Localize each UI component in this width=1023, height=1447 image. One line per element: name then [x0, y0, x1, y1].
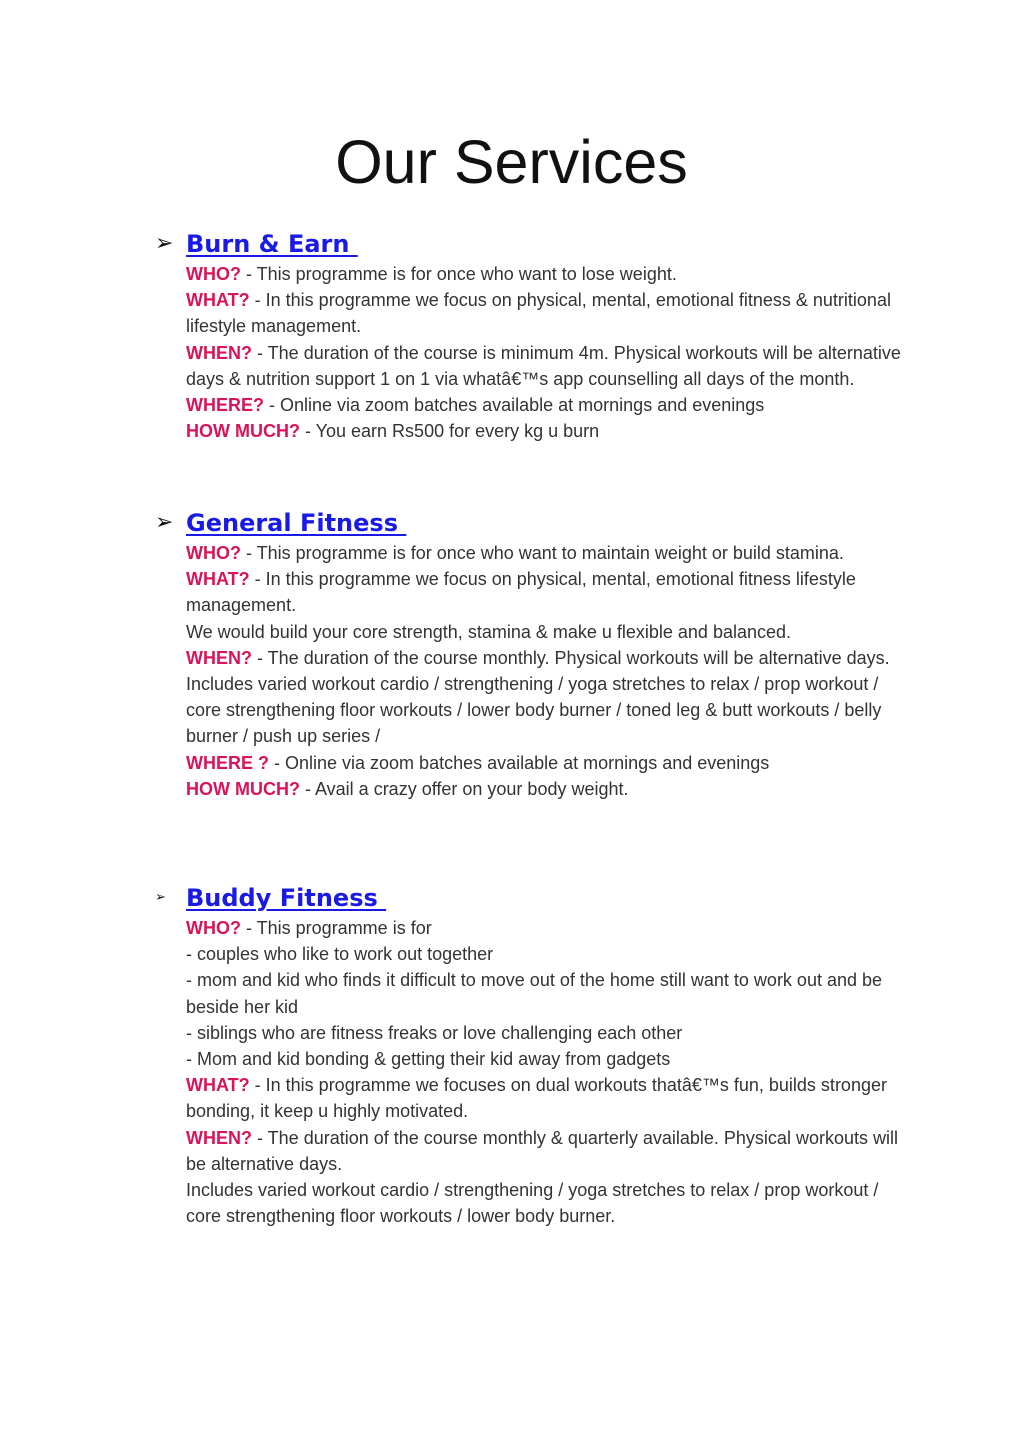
detail-line	[186, 287, 915, 339]
detail-text: - The duration of the course monthly & quarterly available. Physical workouts will be alternative days.	[186, 1127, 898, 1174]
detail-line	[186, 967, 915, 1019]
detail-text: - In this programme we focus on physical, mental, emotional fitness & nutritional lifestyle management.	[186, 290, 891, 337]
detail-text: - In this programme we focuses on dual workouts thatâ€™s fun, builds stronger bonding, it keep u highly motivated.	[186, 1075, 887, 1122]
detail-text: - The duration of the course is minimum 4m. Physical workouts will be alternative days & nutrition support 1 on 1 via whatâ€™s app counselling all days of the month.	[186, 342, 901, 389]
detail-line	[186, 776, 915, 802]
arrow-bullet-icon: ➢	[155, 231, 174, 256]
detail-label: WHERE ?	[186, 752, 269, 773]
detail-text: - This programme is for	[240, 918, 432, 938]
section-body	[186, 540, 915, 802]
section-heading	[155, 227, 915, 261]
detail-text: Includes varied workout cardio / strengthening / yoga stretches to relax / prop workout / core strengthening floor workouts / lower body burner.	[186, 1180, 879, 1227]
detail-text: - This programme is for once who want to maintain weight or build stamina.	[240, 543, 844, 563]
detail-label: HOW MUCH?	[186, 778, 300, 799]
detail-text: - This programme is for once who want to lose weight.	[240, 264, 677, 284]
detail-line	[186, 1020, 915, 1046]
detail-line	[186, 645, 915, 750]
detail-line	[186, 392, 915, 418]
detail-label: WHAT?	[186, 290, 250, 311]
detail-label: WHERE?	[186, 395, 264, 416]
detail-text: - You earn Rs500 for every kg u burn	[299, 421, 600, 442]
detail-label: WHAT?	[186, 569, 250, 590]
service-section-general-fitness	[155, 506, 915, 802]
detail-text: - Online via zoom batches available at mornings and evenings	[264, 395, 765, 416]
detail-text: - couples who like to work out together	[186, 944, 494, 965]
detail-text: - Online via zoom batches available at mornings and evenings	[269, 752, 770, 773]
detail-text: - Mom and kid bonding & getting their kid away from gadgets	[186, 1049, 671, 1070]
detail-text: - siblings who are fitness freaks or love challenging each other	[186, 1022, 683, 1043]
detail-line	[186, 340, 915, 392]
detail-line	[186, 1125, 915, 1177]
section-body	[186, 915, 915, 1229]
detail-line	[186, 1072, 915, 1124]
section-link-burn-earn[interactable]: Burn & Earn	[186, 230, 358, 258]
detail-label: WHEN?	[186, 647, 252, 668]
detail-label: WHO?	[186, 264, 241, 284]
detail-line	[186, 566, 915, 618]
section-link-buddy-fitness[interactable]: Buddy Fitness	[186, 884, 387, 912]
detail-label: HOW MUCH?	[186, 421, 300, 442]
detail-line	[186, 619, 915, 645]
arrow-bullet-icon: ➢	[155, 890, 166, 905]
detail-text: - The duration of the course monthly. Physical workouts will be alternative days. Includes varied workout cardio / strengthening / yoga stretches to relax / prop workout / core strengthening floor workouts / lower body burner / toned leg & butt workouts / belly burner / push up series /	[186, 647, 890, 747]
service-section-buddy-fitness	[155, 881, 915, 1229]
detail-line	[186, 915, 915, 941]
detail-line	[186, 261, 915, 287]
detail-line	[186, 750, 915, 776]
service-section-burn-earn	[155, 227, 915, 444]
detail-line	[186, 1177, 915, 1229]
detail-text: - mom and kid who finds it difficult to move out of the home still want to work out and be beside her kid	[186, 970, 883, 1017]
detail-label: WHO?	[186, 918, 241, 938]
section-body	[186, 261, 915, 444]
section-link-general-fitness[interactable]: General Fitness	[186, 509, 407, 537]
detail-label: WHEN?	[186, 1127, 252, 1148]
detail-line	[186, 941, 915, 967]
arrow-bullet-icon: ➢	[155, 510, 174, 535]
detail-text: - Avail a crazy offer on your body weight.	[299, 778, 629, 799]
section-heading	[155, 506, 915, 540]
page-title: Our Services	[335, 128, 688, 196]
detail-label: WHO?	[186, 543, 241, 563]
detail-text: We would build your core strength, stamina & make u flexible and balanced.	[186, 621, 792, 642]
detail-line	[186, 418, 915, 444]
section-heading	[155, 881, 915, 915]
detail-line	[186, 1046, 915, 1072]
detail-text: - In this programme we focus on physical, mental, emotional fitness lifestyle management.	[186, 569, 856, 616]
detail-label: WHAT?	[186, 1075, 250, 1096]
detail-label: WHEN?	[186, 342, 252, 363]
detail-line	[186, 540, 915, 566]
